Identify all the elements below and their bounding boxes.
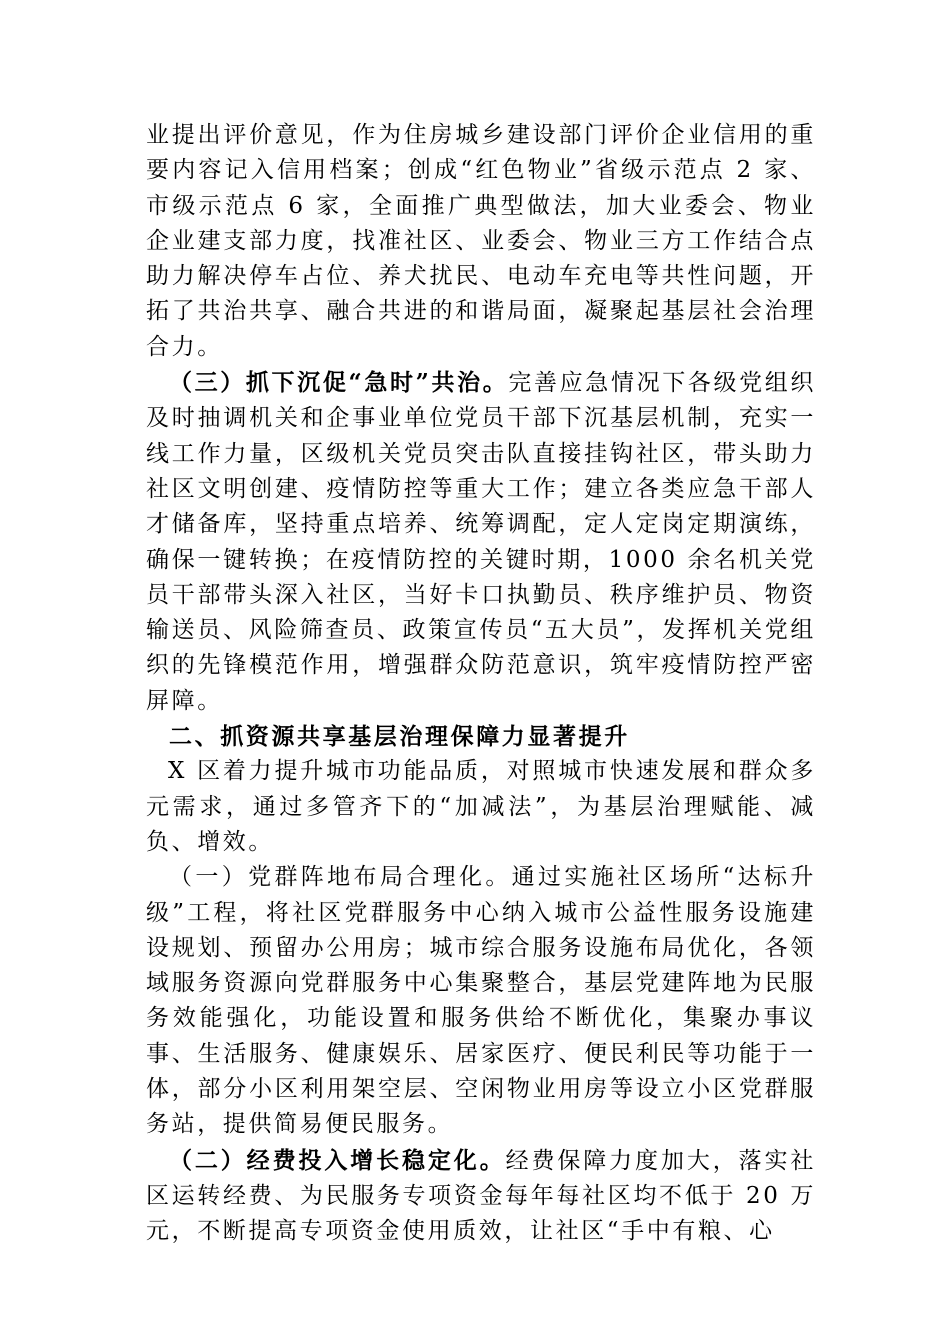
document-page <box>146 118 816 1250</box>
paragraph-5-text: 经费保障力度加大，落实社区运转经费、为民服务专项资金每年每社区均不低于 20 万元，不断提高专项资金使用质效，让社区“手中有粮、心 <box>146 1147 816 1245</box>
paragraph-4-text: （一）党群阵地布局合理化。通过实施社区场所“达标升级”工程，将社区党群服务中心纳入城市公益性服务设施建设规划、预留办公用房；城市综合服务设施布局优化，各领域服务资源向党群服务中心集聚整合，基层党建阵地为民服务效能强化，功能设置和服务供给不断优化，集聚办事议事、生活服务、健康娱乐、居家医疗、便民利民等功能于一体，部分小区利用架空层、空闲物业用房等设立小区党群服务站，提供简易便民服务。 <box>146 864 816 1138</box>
paragraph-1-text: 业提出评价意见，作为住房城乡建设部门评价企业信用的重要内容记入信用档案；创成“红色物业”省级示范点 2 家、市级示范点 6 家，全面推广典型做法，加大业委会、物业企业建支部力度，找准社区、业委会、物业三方工作结合点助力解决停车占位、养犬扰民、电动车充电等共性问题，开拓了共治共享、融合共进的和谐局面，凝聚起基层社会治理合力。 <box>146 122 816 360</box>
section-heading: 二、抓资源共享基层治理保障力显著提升 <box>169 723 630 751</box>
paragraph-5 <box>146 1143 816 1250</box>
paragraph-2-text: 完善应急情况下各级党组织及时抽调机关和企事业单位党员干部下沉基层机制，充实一线工作力量，区级机关党员突击队直接挂钩社区，带头助力社区文明创建、疫情防控等重大工作；建立各类应急干部人才储备库，坚持重点培养、统筹调配，定人定岗定期演练，确保一键转换；在疫情防控的关键时期，1000 余名机关党员干部带头深入社区，当好卡口执勤员、秩序维护员、物资输送员、风险筛查员、政策宣传员“五大员”，发挥机关党组织的先锋模范作用，增强群众防范意识，筑牢疫情防控严密屏障。 <box>146 370 817 714</box>
paragraph-3-text: X 区着力提升城市功能品质，对照城市快速发展和群众多元需求，通过多管齐下的“加减法”，为基层治理赋能、减负、增效。 <box>146 758 816 855</box>
paragraph-1 <box>146 118 816 365</box>
paragraph-2 <box>146 365 816 719</box>
paragraph-5-lead: （二）经费投入增长稳定化。 <box>169 1146 506 1174</box>
paragraph-4 <box>146 860 816 1142</box>
paragraph-2-lead: （三）抓下沉促“急时”共治。 <box>169 369 509 397</box>
paragraph-3 <box>146 754 816 860</box>
